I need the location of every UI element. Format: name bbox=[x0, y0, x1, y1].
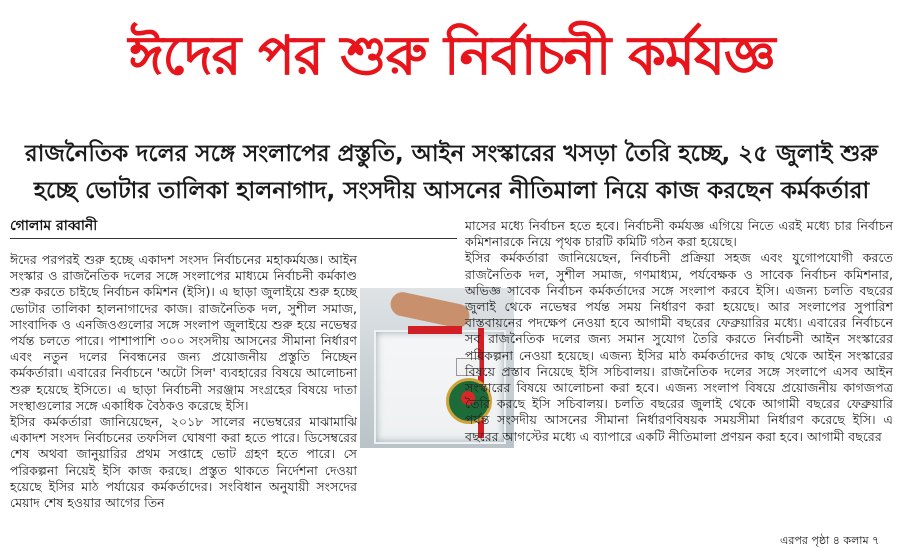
continuation-note: এরপর পৃষ্ঠা ৪ কলাম ৭ bbox=[780, 534, 880, 547]
subheadline-line-2: হচ্ছে ভোটার তালিকা হালনাগাদ, সংসদীয় আসনের নীতিমালা নিয়ে কাজ করছেন কর্মকর্তারা bbox=[33, 178, 870, 204]
article-paragraph: ইসির কর্মকর্তারা জানিয়েছেন, ২০১৮ সালের নভেম্বরের মাঝামাঝি একাদশ সংসদ নির্বাচনের তফসিল ঘোষণা করা হতে পারে। ডিসেম্বরের শেষ অথবা জানুয়ারির প্রথম সপ্তাহে ভোট গ্রহণ হতে পারে। সে পরিকল্পনা নিয়েই ইসি কাজ করছে। প্রস্তুত থাকতে নির্দেশনা দেওয়া হয়েছে ইসির মাঠ পর্যায়ের কর্মকর্তাদের। সংবিধান অনুযায়ী সংসদের মেয়াদ শেষ হওয়ার আগের তিন bbox=[10, 414, 357, 511]
hand-shape bbox=[388, 290, 471, 330]
article-paragraph: ইসির কর্মকর্তারা জানিয়েছেন, নির্বাচনী প্রক্রিয়া সহজ এবং যুগোপযোগী করতে রাজনৈতিক দল, সুশীল সমাজ, গণমাধ্যম, পর্যবেক্ষক ও সাবেক নির্বাচন কমিশনার, অভিজ্ঞ সাবেক নির্বাচন কর্মকর্তাদের সঙ্গে সংলাপ করবে ইসি। এজন্য চলতি বছরের জুলাই থেকে নভেম্বর পর্যন্ত সময় নির্ধারণ করা হয়েছে। আর সংলাপের সুপারিশ বাস্তবায়নের পদক্ষেপ নেওয়া হবে আগামী বছরের ফেব্রুয়ারির মধ্যে। এবারের নির্বাচনে সব রাজনৈতিক দলের জন্য সমান সুযোগ তৈরি করতে নির্বাচনী আইন সংস্কারের পরিকল্পনা নেওয়া হয়েছে। এজন্য ইসির মাঠ কর্মকর্তাদের কাছ থেকে আইন সংস্কারের বিষয়ে প্রস্তাব নিয়েছে ইসি সচিবালয়। রাজনৈতিক দলের সঙ্গে সংলাপে এসব আইন সংস্কারের বিষয়ে আলোচনা করা হবে। এজন্য সংলাপ বিষয়ে প্রয়োজনীয় কাগজপত্র তৈরি করছে ইসি সচিবালয়। চলতি বছরের জুলাই থেকে আগামী বছরের ফেব্রুয়ারি পর্যন্ত সংসদীয় আসনের সীমানা নির্ধারণবিষয়ক সময়সীমা নির্ধারণ করেছে ইসি। এ বছরের আগস্টের মধ্যে এ ব্যাপারে একটি নীতিমালা প্রণয়ন করা হবে। আগামী বছরের bbox=[465, 250, 893, 444]
byline-divider bbox=[10, 238, 457, 239]
byline: গোলাম রাব্বানী bbox=[10, 218, 98, 234]
article-paragraph: মাসের মধ্যে নির্বাচন হতে হবে। নির্বাচনী কর্মযজ্ঞ এগিয়ে নিতে এরই মধ্যে চার নির্বাচন কমিশনারকে নিয়ে পৃথক চারটি কমিটি গঠন করা হয়েছে। bbox=[465, 218, 893, 250]
article-column-right bbox=[465, 218, 893, 445]
article-paragraph: ঈদের পরপরই শুরু হচ্ছে একাদশ সংসদ নির্বাচনের মহাকর্মযজ্ঞ। আইন সংস্কার ও রাজনৈতিক দলের সঙ্গে সংলাপের মাধ্যমে নির্বাচনী কর্মকাণ্ড শুরু করতে চাইছে নির্বাচন কমিশন (ইসি)। এ ছাড়া জুলাইয়ে শুরু হচ্ছে ভোটার তালিকা হালনাগাদের কাজ। রাজনৈতিক দল, সুশীল সমাজ, সাংবাদিক ও এনজিওগুলোর সঙ্গে সংলাপ জুলাইয়ে শুরু হয়ে নভেম্বর পর্যন্ত চলতে পারে। পাশাপাশি ৩০০ সংসদীয় আসনের সীমানা নির্ধারণ এবং নতুন দলের নিবন্ধনের জন্য প্রয়োজনীয় প্রস্তুতি নিচ্ছেন কর্মকর্তারা। এবারের নির্বাচনে 'অটো সিল' ব্যবহারের বিষয়ে আলোচনা শুরু হয়েছে ইসিতে। এ ছাড়া নির্বাচনী সরঞ্জাম সংগ্রহের বিষয়ে দাতা সংস্থাগুলোর সঙ্গে একাধিক বৈঠকও করেছে ইসি। bbox=[10, 252, 357, 413]
headline: ঈদের পর শুরু নির্বাচনী কর্মযজ্ঞ bbox=[128, 24, 775, 87]
subheadline-line-1: রাজনৈতিক দলের সঙ্গে সংলাপের প্রস্তুতি, আইন সংস্কারের খসড়া তৈরি হচ্ছে, ২৫ জুলাই শুরু bbox=[25, 141, 878, 167]
red-seal-strip bbox=[408, 326, 462, 334]
